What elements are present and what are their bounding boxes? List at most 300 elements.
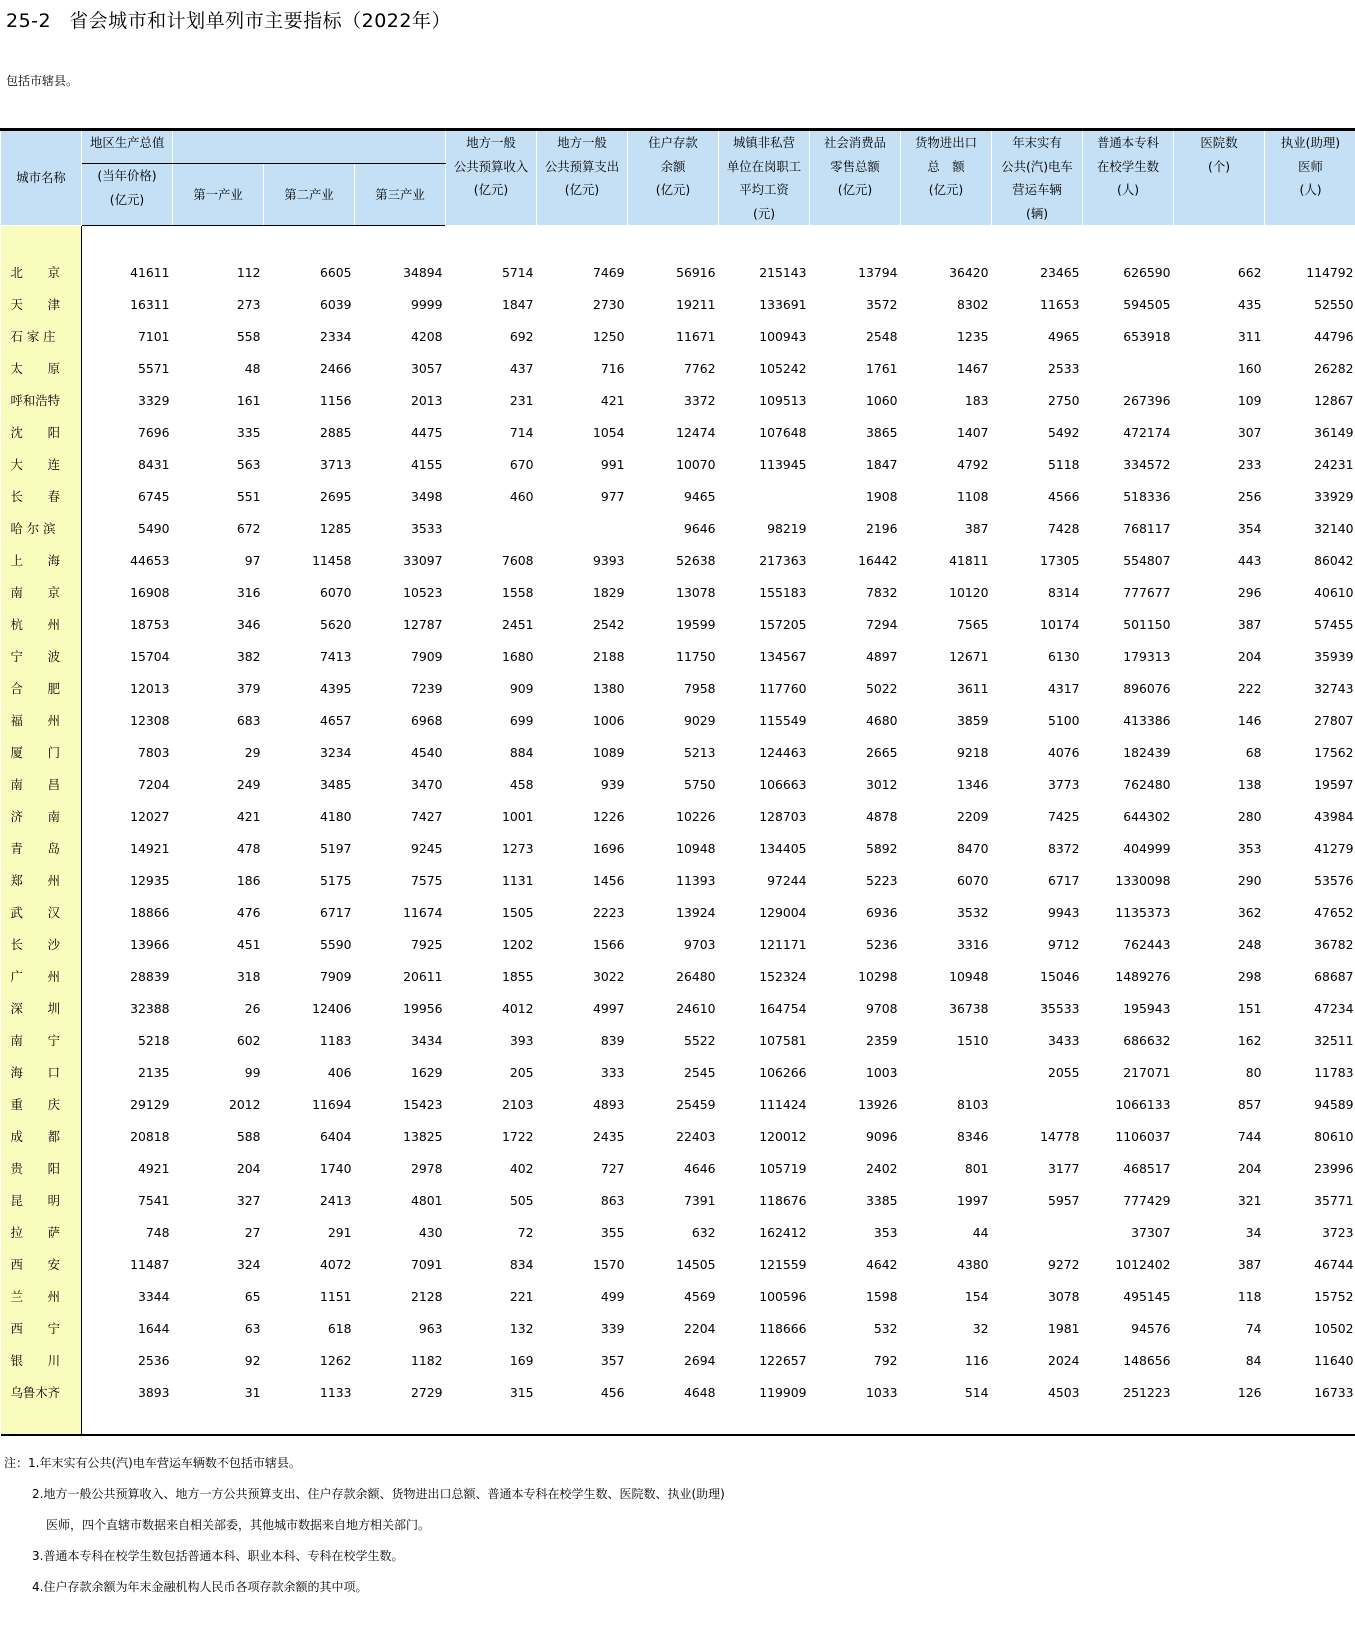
value-cell: 215143 [759,264,807,280]
page-title [6,6,451,33]
value-cell: 248 [1237,936,1262,952]
value-cell [537,512,628,544]
city-name-cell: 长 春 [1,480,82,512]
value-cell: 291 [327,1224,352,1240]
value-cell: 2135 [137,1064,170,1080]
value-cell [719,480,810,512]
table-row [1,960,1355,992]
buses-header-line: (辆) [1025,205,1049,221]
col-header-hospitals [1174,130,1265,226]
value-cell: 205 [509,1064,534,1080]
table-row [1,352,1355,384]
value-cell: 118666 [759,1320,807,1336]
value-cell: 204 [236,1160,261,1176]
city-name-cell: 西 宁 [1,1312,82,1344]
value-cell: 9712 [1047,936,1080,952]
city-name-cell: 宁 波 [1,640,82,672]
value-cell: 4878 [865,808,898,824]
value-cell: 551 [236,488,261,504]
students-header-line: (人) [1116,182,1140,197]
value-cell: 6936 [865,904,898,920]
value-cell: 8346 [956,1128,989,1144]
value-cell: 2885 [319,424,352,440]
footnote-2: 2.地方一般公共预算收入、地方一方公共预算支出、住户存款余额、货物进出口总额、普通本专科在校学生数、医院数、执业(助理) [32,1487,725,1501]
value-cell: 80 [1245,1064,1262,1080]
value-cell: 160 [1237,360,1262,376]
value-cell: 499 [600,1288,625,1304]
value-cell: 5714 [501,264,534,280]
value-cell: 339 [600,1320,625,1336]
value-cell: 1570 [592,1256,625,1272]
value-cell: 2695 [319,488,352,504]
value-cell: 94589 [1314,1096,1354,1112]
value-cell: 1202 [501,936,534,952]
col-header-trade [901,130,992,226]
value-cell: 33929 [1314,488,1354,504]
value-cell: 4475 [410,424,443,440]
value-cell: 32388 [130,1000,170,1016]
value-cell: 884 [509,744,534,760]
value-cell: 2103 [501,1096,534,1112]
value-cell: 162412 [759,1224,807,1240]
value-cell: 14778 [1040,1128,1080,1144]
value-cell: 2694 [683,1352,716,1368]
value-cell: 5022 [865,680,898,696]
revenue-header-line: 地方一般 [466,135,516,150]
value-cell: 1558 [501,584,534,600]
value-cell: 111424 [759,1096,807,1112]
value-cell: 222 [1237,680,1262,696]
value-cell: 157205 [759,616,807,632]
value-cell: 3485 [319,776,352,792]
value-cell: 460 [509,488,534,504]
value-cell: 5522 [683,1032,716,1048]
value-cell: 16311 [130,296,170,312]
value-cell: 162 [1237,1032,1262,1048]
value-cell: 382 [236,648,261,664]
value-cell: 1066133 [1115,1096,1171,1112]
value-cell: 379 [236,680,261,696]
value-cell: 714 [509,424,534,440]
value-cell: 963 [418,1320,443,1336]
deposits-header-line: 住户存款 [648,135,698,150]
value-cell: 25459 [676,1096,716,1112]
value-cell [446,512,537,544]
value-cell: 7909 [319,968,352,984]
value-cell: 138 [1237,776,1262,792]
table-row [1,800,1355,832]
value-cell: 430 [418,1224,443,1240]
value-cell: 97244 [767,872,807,888]
col-header-doctors [1265,130,1355,226]
value-cell: 7541 [137,1192,170,1208]
value-cell: 1133 [319,1384,352,1400]
value-cell: 402 [509,1160,534,1176]
table-number: 25-2 [6,10,52,32]
value-cell: 762443 [1123,936,1171,952]
doctors-header-line: 执业(助理) [1280,135,1341,150]
retail-header-line: (亿元) [837,182,873,197]
value-cell: 4657 [319,712,352,728]
value-cell: 9096 [865,1128,898,1144]
revenue-header-line: (亿元) [473,182,509,197]
value-cell: 4646 [683,1160,716,1176]
value-cell: 115549 [759,712,807,728]
value-cell: 318 [236,968,261,984]
value-cell: 2128 [410,1288,443,1304]
footnote-1: 注：1.年末实有公共(汽)电车营运车辆数不包括市辖县。 [4,1456,301,1470]
table-row [1,576,1355,608]
value-cell: 36782 [1314,936,1354,952]
value-cell: 2729 [410,1384,443,1400]
value-cell: 11783 [1314,1064,1354,1080]
value-cell: 1566 [592,936,625,952]
value-cell: 44796 [1314,328,1354,344]
value-cell [901,1056,992,1088]
value-cell: 47234 [1314,1000,1354,1016]
value-cell: 2359 [865,1032,898,1048]
value-cell: 1273 [501,840,534,856]
value-cell: 31 [244,1384,261,1400]
value-cell: 8431 [137,456,170,472]
value-cell: 7575 [410,872,443,888]
value-cell: 7832 [865,584,898,600]
value-cell: 231 [509,392,534,408]
value-cell: 10174 [1040,616,1080,632]
value-cell: 443 [1237,552,1262,568]
spacer-row [1,226,1355,257]
city-name-cell: 杭 州 [1,608,82,640]
value-cell: 128703 [759,808,807,824]
value-cell: 195943 [1123,1000,1171,1016]
value-cell: 777429 [1123,1192,1171,1208]
value-cell: 6039 [319,296,352,312]
value-cell: 1407 [956,424,989,440]
value-cell: 857 [1237,1096,1262,1112]
value-cell: 169 [509,1352,534,1368]
gdp-price-basis: (当年价格) [97,168,157,183]
col-header-deposits [628,130,719,226]
value-cell: 5571 [137,360,170,376]
value-cell: 113945 [759,456,807,472]
value-cell [1083,352,1174,384]
value-cell: 9245 [410,840,443,856]
value-cell: 456 [600,1384,625,1400]
doctors-header-line: (人) [1299,182,1322,197]
value-cell: 768117 [1123,520,1171,536]
value-cell: 7565 [956,616,989,632]
table-row [1,640,1355,672]
col-header-gdp-sub [82,164,173,226]
value-cell: 18753 [130,616,170,632]
value-cell: 7204 [137,776,170,792]
value-cell: 7091 [410,1256,443,1272]
value-cell: 119909 [759,1384,807,1400]
value-cell: 1629 [410,1064,443,1080]
table-row [1,1312,1355,1344]
value-cell: 1761 [865,360,898,376]
value-cell: 10523 [403,584,443,600]
value-cell: 1908 [865,488,898,504]
value-cell: 505 [509,1192,534,1208]
value-cell: 11640 [1314,1352,1354,1368]
value-cell: 357 [600,1352,625,1368]
value-cell: 1089 [592,744,625,760]
city-name-cell: 乌鲁木齐 [1,1376,82,1408]
value-cell: 307 [1237,424,1262,440]
value-cell: 5490 [137,520,170,536]
value-cell: 468517 [1123,1160,1171,1176]
value-cell: 5218 [137,1032,170,1048]
value-cell: 7427 [410,808,443,824]
value-cell: 6605 [319,264,352,280]
value-cell: 5892 [865,840,898,856]
value-cell: 29129 [130,1096,170,1112]
value-cell: 46744 [1314,1256,1354,1272]
value-cell: 834 [509,1256,534,1272]
value-cell: 321 [1237,1192,1262,1208]
value-cell: 316 [236,584,261,600]
value-cell: 4503 [1047,1384,1080,1400]
value-cell: 1108 [956,488,989,504]
value-cell: 2188 [592,648,625,664]
value-cell: 28839 [130,968,170,984]
value-cell: 37307 [1131,1224,1171,1240]
value-cell: 65 [244,1288,261,1304]
value-cell: 3234 [319,744,352,760]
value-cell: 4180 [319,808,352,824]
value-cell: 7803 [137,744,170,760]
footnotes [4,1448,725,1603]
city-name-cell: 青 岛 [1,832,82,864]
value-cell: 11458 [312,552,352,568]
col-header-tertiary: 第三产业 [355,164,446,226]
value-cell: 1598 [865,1288,898,1304]
value-cell [992,1216,1083,1248]
col-header-revenue [446,130,537,226]
value-cell: 133691 [759,296,807,312]
value-cell: 3433 [1047,1032,1080,1048]
value-cell: 9272 [1047,1256,1080,1272]
value-cell: 183 [964,392,989,408]
table-header [1,130,1355,226]
retail-header-line: 社会消费品 [824,135,886,150]
value-cell: 1156 [319,392,352,408]
value-cell: 2451 [501,616,534,632]
value-cell: 164754 [759,1000,807,1016]
value-cell: 217363 [759,552,807,568]
value-cell: 19956 [403,1000,443,1016]
city-name-cell: 上 海 [1,544,82,576]
table-body [1,226,1355,1436]
buses-header-line: 年末实有 [1012,135,1062,150]
value-cell: 7762 [683,360,716,376]
value-cell: 68687 [1314,968,1354,984]
value-cell: 11653 [1040,296,1080,312]
students-header-line: 在校学生数 [1097,158,1159,174]
value-cell: 977 [600,488,625,504]
end-pad-city [1,1408,82,1435]
value-cell: 393 [509,1032,534,1048]
value-cell: 10948 [949,968,989,984]
value-cell: 1012402 [1115,1256,1171,1272]
value-cell: 311 [1237,328,1262,344]
value-cell: 1456 [592,872,625,888]
value-cell: 404999 [1123,840,1171,856]
value-cell: 2024 [1047,1352,1080,1368]
value-cell: 14505 [676,1256,716,1272]
value-cell: 518336 [1123,488,1171,504]
value-cell: 12013 [130,680,170,696]
value-cell: 324 [236,1256,261,1272]
value-cell: 41279 [1314,840,1354,856]
value-cell: 2533 [1047,360,1080,376]
value-cell: 334572 [1123,456,1171,472]
col-header-wage [719,130,810,226]
scope-note: 包括市辖县。 [6,74,79,88]
city-name-cell: 济 南 [1,800,82,832]
value-cell: 32743 [1314,680,1354,696]
value-cell: 112 [236,264,261,280]
value-cell: 1740 [319,1160,352,1176]
value-cell: 6745 [137,488,170,504]
value-cell: 2730 [592,296,625,312]
deposits-header-line: 余额 [660,158,686,174]
col-header-students [1083,130,1174,226]
value-cell: 8470 [956,840,989,856]
value-cell: 3859 [956,712,989,728]
value-cell: 9943 [1047,904,1080,920]
city-name-cell: 兰 州 [1,1280,82,1312]
value-cell: 105242 [759,360,807,376]
value-cell: 56916 [676,264,716,280]
wage-header-line: 单位在岗职工 [726,158,802,174]
value-cell: 122657 [759,1352,807,1368]
value-cell: 121171 [759,936,807,952]
city-name-cell: 拉 萨 [1,1216,82,1248]
value-cell: 11671 [676,328,716,344]
value-cell: 532 [873,1320,898,1336]
value-cell: 251223 [1123,1384,1171,1400]
value-cell: 670 [509,456,534,472]
value-cell: 315 [509,1384,534,1400]
value-cell: 12406 [312,1000,352,1016]
table-row [1,288,1355,320]
value-cell: 1006 [592,712,625,728]
city-name-cell: 长 沙 [1,928,82,960]
value-cell: 3470 [410,776,443,792]
value-cell: 32511 [1314,1032,1354,1048]
value-cell: 692 [509,328,534,344]
value-cell: 1510 [956,1032,989,1048]
city-name-cell: 南 京 [1,576,82,608]
value-cell: 100943 [759,328,807,344]
value-cell: 92 [244,1352,261,1368]
value-cell: 120012 [759,1128,807,1144]
value-cell: 4792 [956,456,989,472]
value-cell: 10298 [858,968,898,984]
value-cell: 105719 [759,1160,807,1176]
value-cell: 126 [1237,1384,1262,1400]
retail-header-line: 零售总额 [830,158,880,174]
value-cell: 74 [1245,1320,1262,1336]
value-cell: 777677 [1123,584,1171,600]
value-cell: 134405 [759,840,807,856]
value-cell: 233 [1237,456,1262,472]
value-cell: 3893 [137,1384,170,1400]
table-row [1,544,1355,576]
value-cell: 10226 [676,808,716,824]
value-cell: 4155 [410,456,443,472]
value-cell: 151 [1237,1000,1262,1016]
value-cell: 267396 [1123,392,1171,408]
value-cell: 6717 [1047,872,1080,888]
value-cell: 7469 [592,264,625,280]
value-cell: 36149 [1314,424,1354,440]
value-cell: 3012 [865,776,898,792]
city-name-cell: 海 口 [1,1056,82,1088]
value-cell: 116 [964,1352,989,1368]
value-cell: 26 [244,1000,261,1016]
value-cell: 5590 [319,936,352,952]
value-cell: 4012 [501,1000,534,1016]
value-cell: 12935 [130,872,170,888]
value-cell: 8302 [956,296,989,312]
value-cell: 100596 [759,1288,807,1304]
value-cell: 6717 [319,904,352,920]
table-row [1,928,1355,960]
value-cell: 2548 [865,328,898,344]
value-cell: 146 [1237,712,1262,728]
value-cell: 40610 [1314,584,1354,600]
city-name-cell: 北 京 [1,256,82,288]
value-cell: 221 [509,1288,534,1304]
value-cell: 124463 [759,744,807,760]
city-name-cell: 哈 尔 滨 [1,512,82,544]
value-cell: 7239 [410,680,443,696]
value-cell: 3572 [865,296,898,312]
value-cell: 22403 [676,1128,716,1144]
expenditure-header-line: 地方一般 [557,135,607,150]
value-cell: 29 [244,744,261,760]
value-cell: 13924 [676,904,716,920]
value-cell: 2545 [683,1064,716,1080]
value-cell: 4921 [137,1160,170,1176]
value-cell: 3329 [137,392,170,408]
col-header-primary: 第一产业 [173,164,264,226]
value-cell: 204 [1237,1160,1262,1176]
value-cell: 15046 [1040,968,1080,984]
value-cell: 2204 [683,1320,716,1336]
value-cell: 155183 [759,584,807,600]
table-row [1,416,1355,448]
value-cell: 7958 [683,680,716,696]
value-cell: 10502 [1314,1320,1354,1336]
value-cell: 11487 [130,1256,170,1272]
value-cell: 1285 [319,520,352,536]
value-cell: 12671 [949,648,989,664]
doctors-header-line: 医师 [1298,158,1323,174]
wage-header-line: 城镇非私营 [733,135,795,150]
value-cell: 47652 [1314,904,1354,920]
value-cell: 27807 [1314,712,1354,728]
city-name-cell: 重 庆 [1,1088,82,1120]
value-cell: 2223 [592,904,625,920]
value-cell: 1003 [865,1064,898,1080]
value-cell: 1346 [956,776,989,792]
value-cell: 4997 [592,1000,625,1016]
value-cell: 495145 [1123,1288,1171,1304]
